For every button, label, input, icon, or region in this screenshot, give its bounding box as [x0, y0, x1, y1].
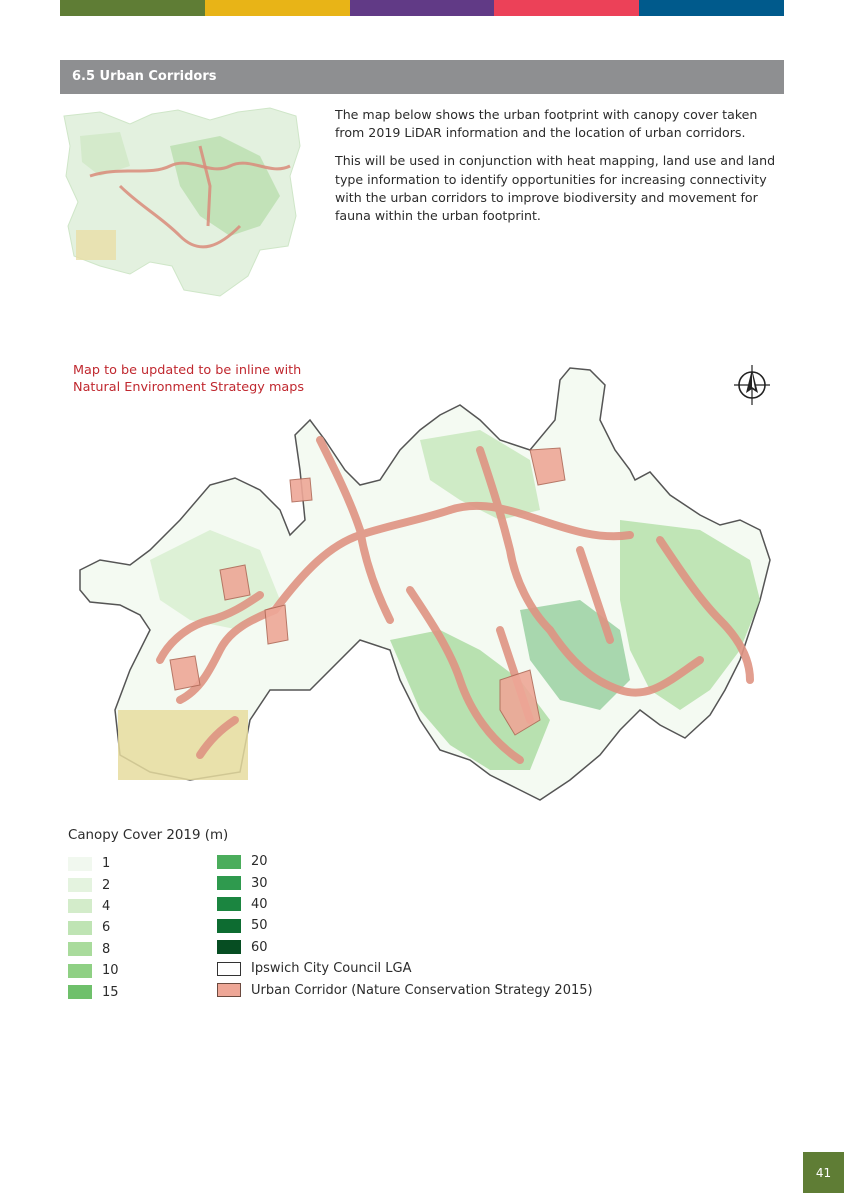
legend-item [217, 979, 593, 1000]
color-segment [60, 0, 205, 16]
intro-paragraph-2: This will be used in conjunction with heat mapping, land use and land type information to identify opportunities for increasing connectivity with the urban corridors to improve biodiversity and movement for fauna within the urban footprint. [335, 153, 776, 224]
legend-item [68, 896, 119, 917]
legend-swatch [68, 921, 92, 935]
legend-item [68, 917, 119, 938]
legend-item [217, 894, 593, 915]
legend-title: Canopy Cover 2019 (m) [68, 828, 229, 843]
legend-label: 10 [102, 963, 119, 979]
legend-item [217, 872, 593, 893]
legend-label: Urban Corridor (Nature Conservation Strategy 2015) [251, 982, 593, 998]
legend-item [217, 851, 593, 872]
legend-item [68, 874, 119, 895]
legend-swatch [68, 964, 92, 978]
legend-label: 2 [102, 877, 111, 893]
top-color-bar [60, 0, 784, 16]
canopy-cover-map [60, 360, 784, 820]
legend-item [68, 939, 119, 960]
legend-swatch [217, 919, 241, 933]
legend-swatch [217, 876, 241, 890]
legend-swatch [217, 962, 241, 976]
legend-label: 1 [102, 856, 111, 872]
section-title: 6.5 Urban Corridors [60, 60, 784, 94]
legend-label: 40 [251, 896, 268, 912]
legend-column-1 [68, 853, 119, 1003]
legend-swatch [217, 897, 241, 911]
legend-label: 4 [102, 898, 111, 914]
page-number: 41 [803, 1152, 844, 1193]
legend-swatch [217, 983, 241, 997]
legend-column-2 [217, 851, 593, 1001]
thumbnail-map [60, 106, 304, 298]
legend-swatch [217, 940, 241, 954]
legend-label: 15 [102, 984, 119, 1000]
legend-swatch [68, 878, 92, 892]
legend-label: 30 [251, 875, 268, 891]
legend-item [217, 937, 593, 958]
legend-item [217, 958, 593, 979]
north-arrow-icon [732, 363, 772, 407]
legend-label: 50 [251, 918, 268, 934]
legend-item [217, 915, 593, 936]
color-segment [639, 0, 784, 16]
legend-swatch [68, 899, 92, 913]
legend-swatch [217, 855, 241, 869]
legend-item [68, 960, 119, 981]
legend-swatch [68, 942, 92, 956]
legend-swatch [68, 985, 92, 999]
legend-swatch [68, 857, 92, 871]
intro-paragraph-1: The map below shows the urban footprint with canopy cover taken from 2019 LiDAR information and the location of urban corridors. [335, 107, 758, 141]
legend-item [68, 853, 119, 874]
map-update-note: Map to be updated to be inline with Natural Environment Strategy maps [73, 363, 305, 395]
legend-label: 8 [102, 941, 111, 957]
map-legend [68, 828, 688, 1000]
legend-label: 6 [102, 920, 111, 936]
legend-item [68, 981, 119, 1002]
legend-label: Ipswich City Council LGA [251, 961, 412, 977]
legend-label: 20 [251, 854, 268, 870]
intro-text [335, 106, 783, 235]
thumbnail-rural-block [76, 230, 116, 260]
color-segment [205, 0, 350, 16]
color-segment [494, 0, 639, 16]
legend-label: 60 [251, 939, 268, 955]
color-segment [350, 0, 495, 16]
